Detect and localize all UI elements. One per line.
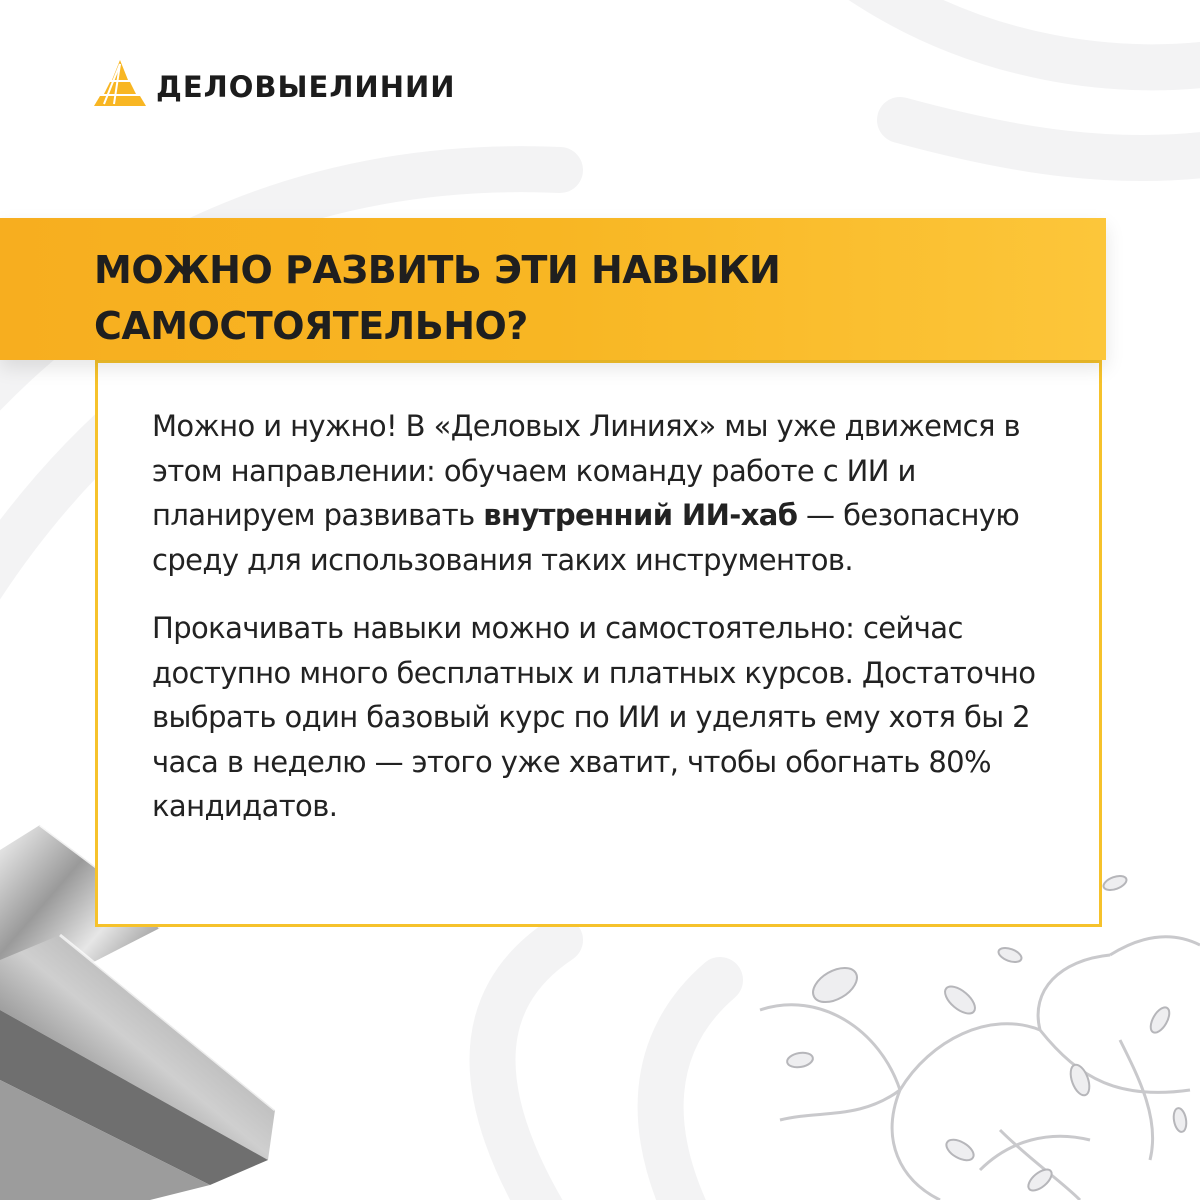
headline-line-2: САМОСТОЯТЕЛЬНО? [94,304,528,348]
brand-logo-text: ДЕЛОВЫЕЛИНИИ [156,70,456,104]
paragraph-1 [152,404,1067,582]
brand-logo-icon [94,58,146,106]
brand-logo[interactable] [94,58,456,106]
paragraph-1-bold: внутренний ИИ-хаб [483,498,798,532]
paragraph-2: Прокачивать навыки можно и самостоятельно: сейчас доступно много бесплатных и платных курсов. Достаточно выбрать один базовый курс по ИИ и уделять ему хотя бы 2 часа в неделю — этого уже хватит, чтобы обогнать 80% кандидатов. [152,611,1036,823]
headline-line-1: МОЖНО РАЗВИТЬ ЭТИ НАВЫКИ [94,248,781,292]
body-text [152,404,1067,829]
paragraph-1-text-before: Можно и нужно! В «Деловых Линиях» мы уже движемся в этом направлении: обучаем команду работе с ИИ и планируем развивать [152,409,1020,532]
headline [94,242,1074,354]
paragraph-1-text-after: — безопасную среду для использования таких инструментов. [152,498,1020,577]
